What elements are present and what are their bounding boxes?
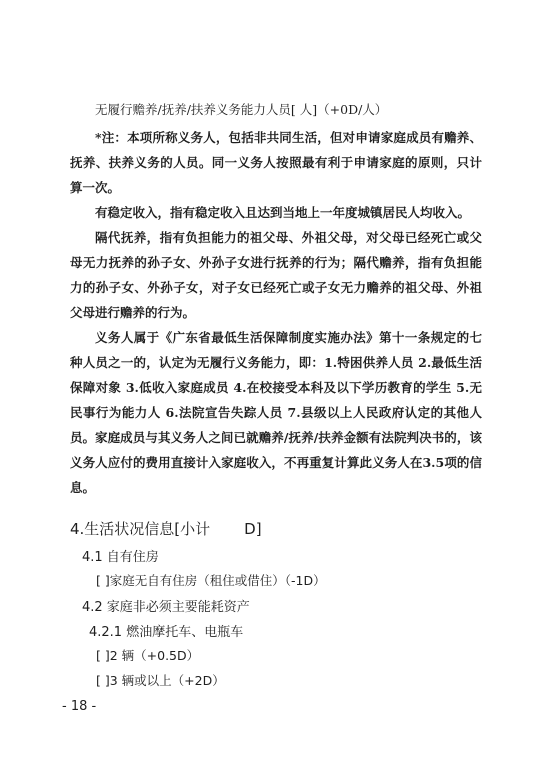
vehicle-heading: 4.2.1 燃油摩托车、电瓶车	[89, 625, 244, 640]
housing-option[interactable]: [ ]家庭无自有住房（租住或借住）（-1D）	[96, 573, 326, 588]
housing-heading: 4.1 自有住房	[82, 550, 159, 565]
income-paragraph: 有稳定收入，指有稳定收入且达到当地上一年度城镇居民人均收入。	[95, 205, 471, 220]
section4-heading	[70, 518, 262, 539]
note-paragraph: *注：本项所称义务人，包括非共同生活，但对申请家庭成员有赡养、抚养、扶养义务的人员。同一义务人按照最有利于申请家庭的原则，只计算一次。	[70, 130, 482, 195]
assets-heading: 4.2 家庭非必须主要能耗资产	[82, 600, 250, 615]
vehicle-option-2[interactable]: [ ]2 辆（+0.5D）	[96, 648, 200, 663]
page-number: - 18 -	[62, 699, 97, 714]
vehicle-option-3plus[interactable]: [ ]3 辆或以上（+2D）	[96, 673, 225, 688]
generation-paragraph: 隔代抚养，指有负担能力的祖父母、外祖父母，对父母已经死亡或父母无力抚养的孙子女、外孙子女进行抚养的行为；隔代赡养，指有负担能力的孙子女、外孙子女，对子女已经死亡或子女无力赡养的祖父母、外祖父母进行赡养的行为。	[70, 230, 482, 320]
obligor-paragraph: 义务人属于《广东省最低生活保障制度实施办法》第十一条规定的七种人员之一的，认定为无履行义务能力，即：1.特困供养人员 2.最低生活保障对象 3.低收入家庭成员 4.在校接受本科及以下学历教育的学生 5.无民事行为能力人 6.法院宣告失踪人员 7.县级以上人民政府认定的其他人员。	[70, 330, 482, 445]
section4-title-suffix: D]	[244, 520, 262, 538]
court-paragraph: 家庭成员与其义务人之间已就赡养/抚养/扶养金额有法院判决书的，该义务人应付的费用直接计入家庭收入，不再重复计算此义务人在3.5项的信息。	[70, 430, 482, 495]
intro-line: 无履行赡养/抚养/扶养义务能力人员[ 人]（+0D/人）	[95, 102, 388, 117]
section4-title: 4.生活状况信息[小计	[70, 520, 211, 538]
